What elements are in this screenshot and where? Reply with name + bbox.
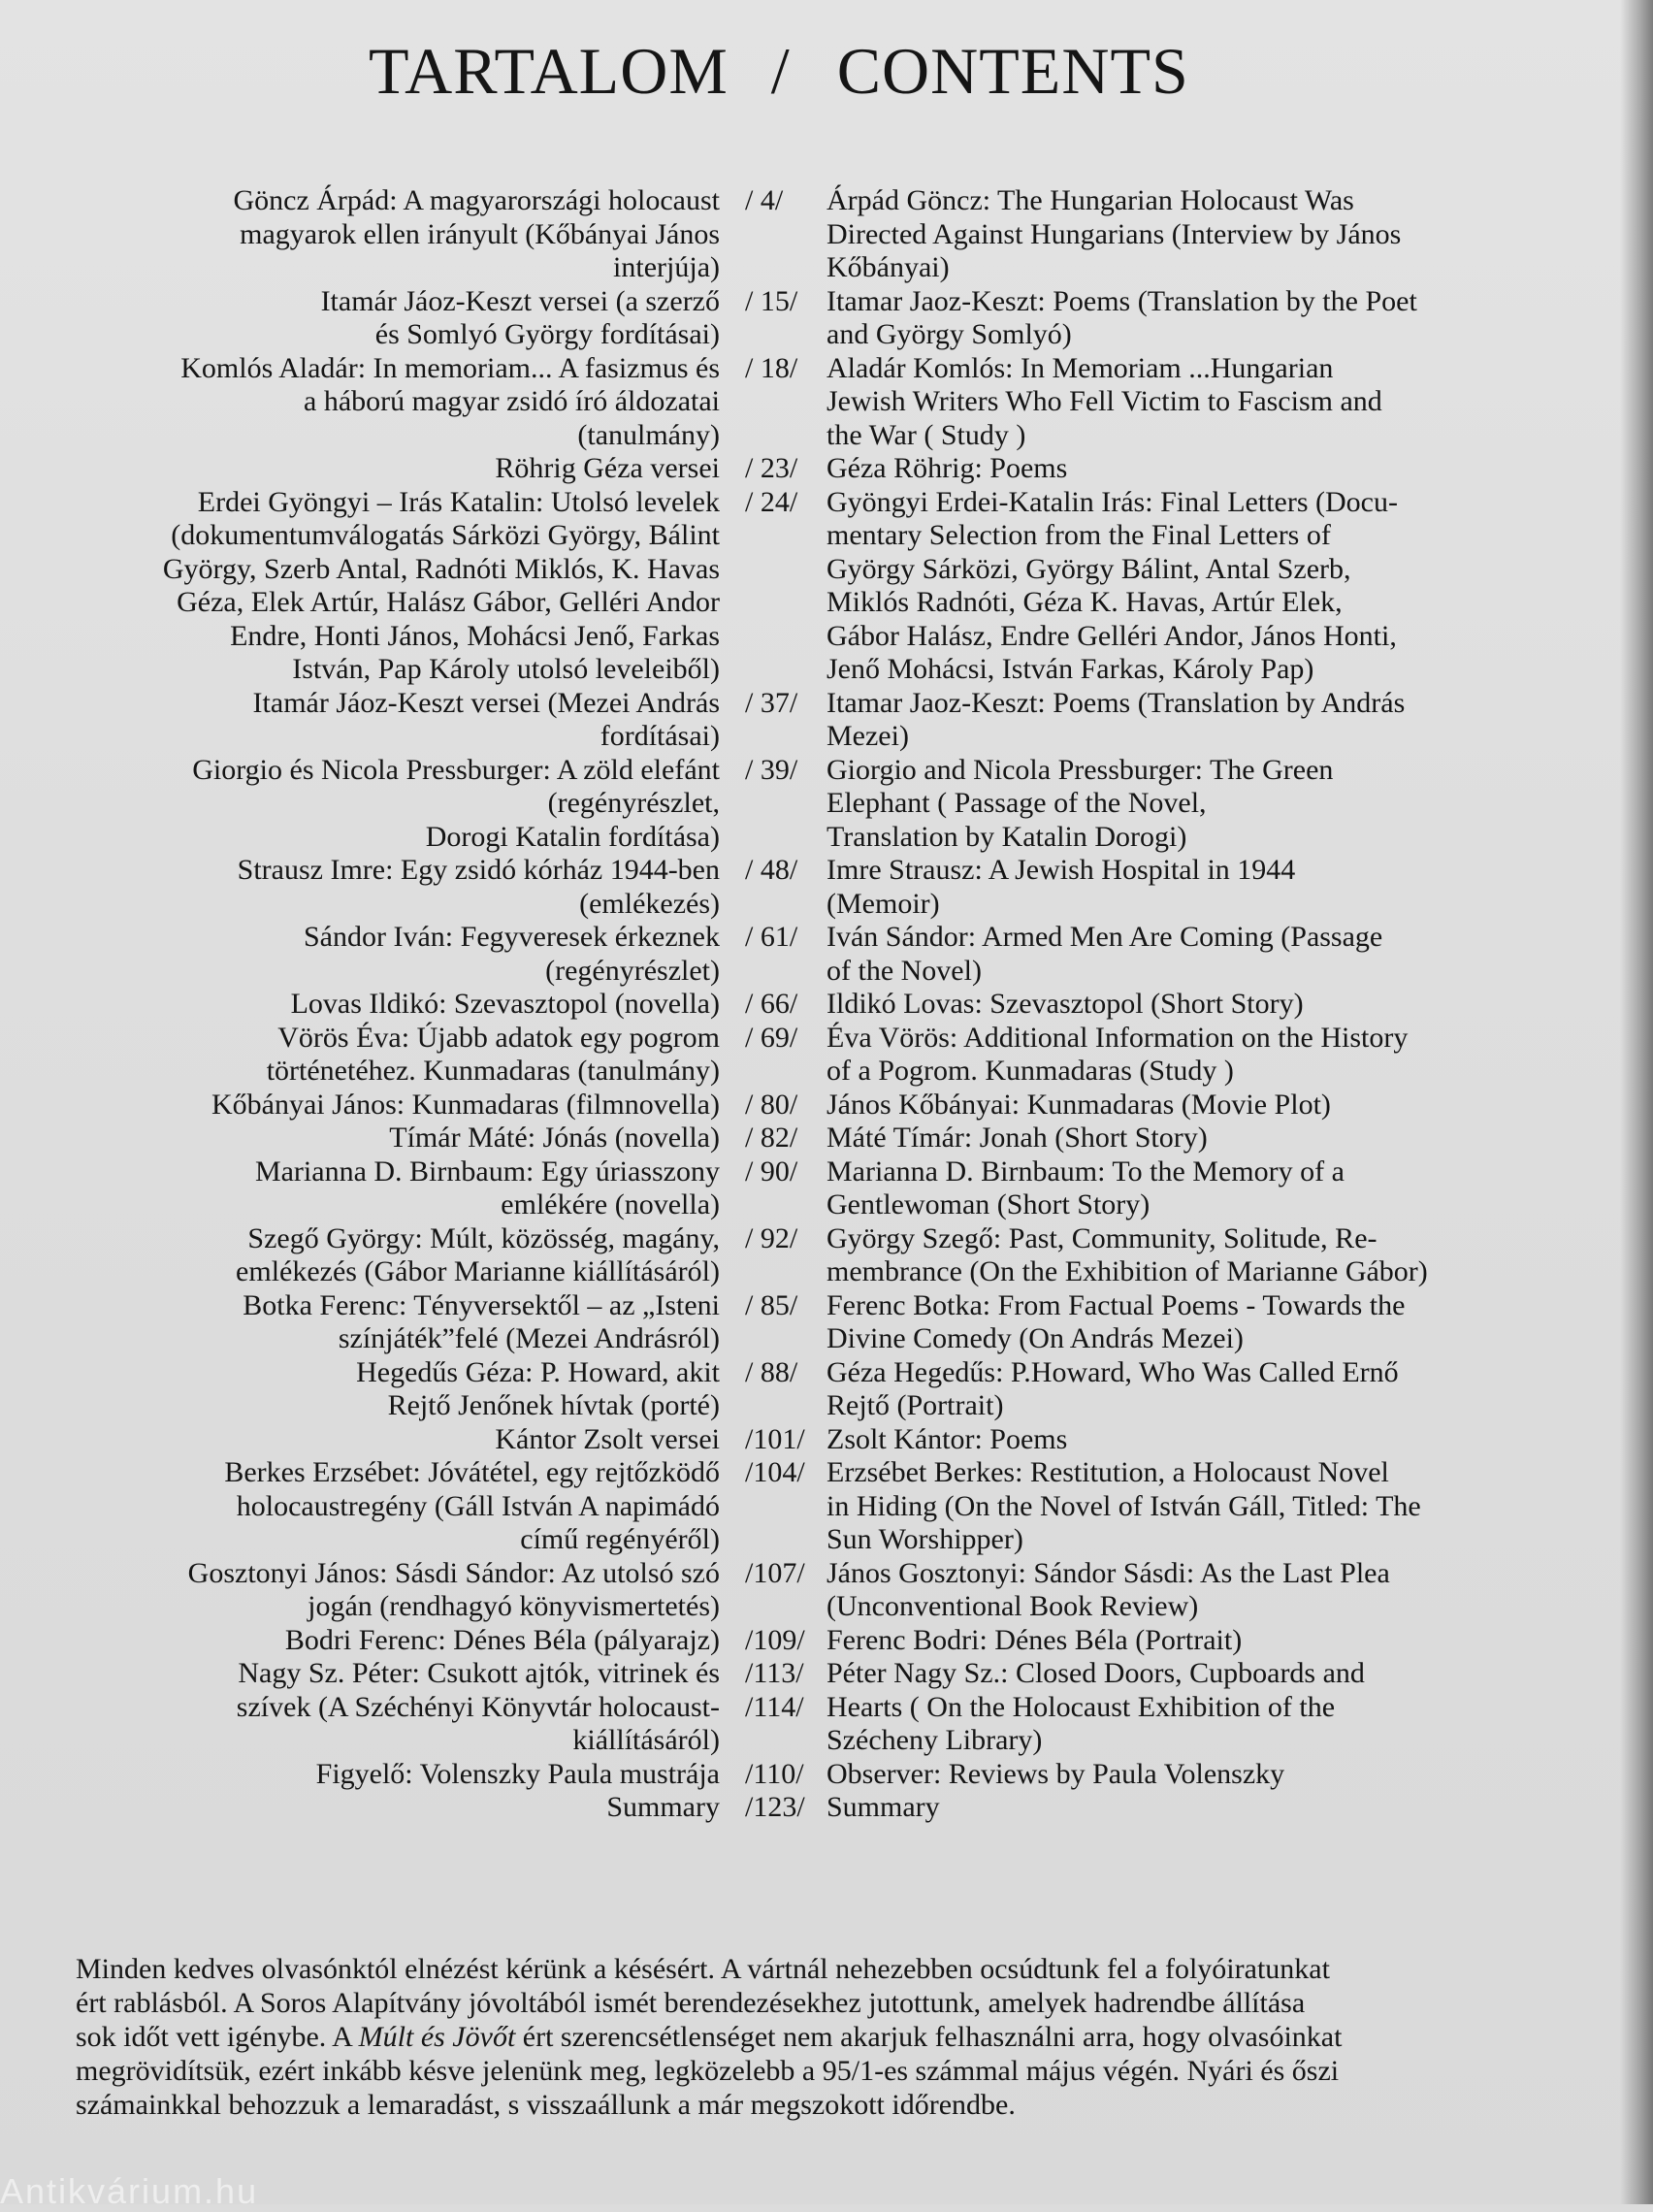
toc-entry: [68, 1022, 1533, 1089]
toc-entry-page-number: / 80/: [745, 1088, 798, 1121]
toc-entry-hungarian: Bodri Ferenc: Dénes Béla (pályarajz): [284, 1623, 720, 1656]
toc-entry-hungarian: Röhrig Géza versei: [495, 452, 720, 484]
toc-entry-page-number: / 24/: [745, 485, 798, 518]
toc-entry-hungarian: Kőbányai János: Kunmadaras (filmnovella): [211, 1088, 720, 1121]
note-text-end: ért szerencsétlenséget nem akarjuk felhasználni arra, hogy olvasóinkat megrövidítsük, ezért inkább késve jelenünk meg, legközelebb a 95/1-es számmal május végén. Nyári és őszi számainkkal behozzuk a lemaradást, s visszaállunk a már megszokott időrendbe.: [76, 2021, 1343, 2121]
toc-entry-hungarian: Komlós Aladár: In memoriam... A fasizmus és a háború magyar zsidó író áldozatai (tanulmány): [180, 351, 720, 451]
toc-entry: [68, 1624, 1533, 1658]
title-english: CONTENTS: [836, 34, 1189, 108]
toc-entry-page-number: /101/: [745, 1422, 805, 1455]
toc-entry-hungarian: Itamár Jáoz-Keszt versei (a szerző és Somlyó György fordításai): [320, 284, 720, 350]
toc-entry-english: Ildikó Lovas: Szevasztopol (Short Story): [826, 988, 1304, 1020]
toc-entry-english: Géza Röhrig: Poems: [826, 452, 1068, 484]
toc-entry-page-number: / 18/: [745, 351, 798, 384]
toc-entry: [68, 1423, 1533, 1457]
toc-entry-hungarian: Lovas Ildikó: Szevasztopol (novella): [290, 988, 720, 1020]
publisher-note: [76, 1952, 1523, 2122]
toc-entry: [68, 352, 1533, 453]
toc-entry-hungarian: Berkes Erzsébet: Jóvátétel, egy rejtőzködő holocaustregény (Gáll István A napimádó című regényéről): [224, 1456, 720, 1555]
toc-entry: [68, 1657, 1533, 1758]
toc-entry-english: Aladár Komlós: In Memoriam ...Hungarian Jewish Writers Who Fell Victim to Fascism and the War ( Study ): [826, 351, 1382, 451]
toc-entry-english: János Gosztonyi: Sándor Sásdi: As the Last Plea (Unconventional Book Review): [826, 1556, 1390, 1622]
toc-entry-english: Péter Nagy Sz.: Closed Doors, Cupboards and Hearts ( On the Holocaust Exhibition of the Szécheny Library): [826, 1657, 1365, 1756]
toc-entry-page-number: / 88/: [745, 1355, 798, 1388]
toc-entry-english: Árpád Göncz: The Hungarian Holocaust Was Directed Against Hungarians (Interview by János Kőbányai): [826, 184, 1402, 283]
toc-entry-hungarian: Tímár Máté: Jónás (novella): [389, 1122, 720, 1154]
title-hungarian: TARTALOM: [369, 34, 729, 108]
toc-entry-hungarian: Itamár Jáoz-Keszt versei (Mezei András fordításai): [252, 686, 720, 752]
toc-entry: [68, 452, 1533, 486]
toc-entry-page-number: /109/: [745, 1623, 805, 1656]
toc-entry-hungarian: Giorgio és Nicola Pressburger: A zöld elefánt (regényrészlet, Dorogi Katalin fordítása): [192, 753, 720, 853]
toc-entry: [68, 285, 1533, 352]
note-journal-title: Múlt és Jövőt: [358, 2021, 516, 2053]
toc-entry-english: Summary: [826, 1791, 940, 1823]
toc-entry-hungarian: Summary: [606, 1791, 720, 1823]
watermark: Antikvárium.hu: [0, 2171, 259, 2211]
toc-entry-hungarian: Hegedűs Géza: P. Howard, akit Rejtő Jenőnek hívtak (porté): [356, 1355, 720, 1421]
toc-entry-page-number: / 48/: [745, 854, 798, 886]
toc-entry: [68, 1155, 1533, 1222]
toc-entry-page-number: / 37/: [745, 686, 798, 719]
toc-entry: [68, 754, 1533, 855]
note-text-start: Minden kedves olvasónktól elnézést kérünk a késésért. A vártnál nehezebben ocsúdtunk fel a folyóiratunkat ért rablásból. A Soros Alapítvány jóvoltából ismét berendezésekhez jutottunk, amelyek hadrendbe állítása sok időt vett igénybe. A: [76, 1953, 1330, 2053]
toc-entry-page-number: / 85/: [745, 1288, 798, 1321]
toc-entry-hungarian: Szegő György: Múlt, közösség, magány, emlékezés (Gábor Marianne kiállításáról): [236, 1221, 720, 1287]
toc-entry-page-number: /107/: [745, 1556, 805, 1589]
toc-entry: [68, 1089, 1533, 1122]
page-title: [369, 33, 1242, 110]
toc-entry-page-number: / 4/: [745, 184, 784, 216]
toc-entry-english: Itamar Jaoz-Keszt: Poems (Translation by András Mezei): [826, 686, 1406, 752]
toc-entry: [68, 1122, 1533, 1155]
toc-entry-hungarian: Kántor Zsolt versei: [495, 1422, 720, 1455]
title-separator: /: [770, 34, 791, 108]
toc-entry-hungarian: Gosztonyi János: Sásdi Sándor: Az utolsó szó jogán (rendhagyó könyvismertetés): [187, 1556, 720, 1622]
toc-entry-english: János Kőbányai: Kunmadaras (Movie Plot): [826, 1088, 1331, 1121]
toc-entry-english: Iván Sándor: Armed Men Are Coming (Passage of the Novel): [826, 921, 1383, 987]
toc-entry-page-number: / 82/: [745, 1122, 798, 1154]
toc-entry-page-number: / 39/: [745, 753, 798, 786]
table-of-contents: [68, 184, 1533, 1825]
toc-entry: [68, 184, 1533, 285]
toc-entry-english: Ferenc Botka: From Factual Poems - Towards the Divine Comedy (On András Mezei): [826, 1288, 1406, 1354]
toc-entry-english: Erzsébet Berkes: Restitution, a Holocaust Novel in Hiding (On the Novel of István Gáll, Titled: The Sun Worshipper): [826, 1456, 1421, 1555]
toc-entry: [68, 921, 1533, 988]
toc-entry: [68, 1456, 1533, 1557]
toc-entry-english: Marianna D. Birnbaum: To the Memory of a Gentlewoman (Short Story): [826, 1155, 1345, 1220]
toc-entry-hungarian: Sándor Iván: Fegyveresek érkeznek (regényrészlet): [304, 921, 720, 987]
toc-entry-english: Gyöngyi Erdei-Katalin Irás: Final Letters (Docu- mentary Selection from the Final Letters of György Sárközi, György Bálint, Antal Szerb, Miklós Radnóti, Géza K. Havas, Artúr Elek, Gábor Halász, Endre Gelléri Andor, János Honti, Jenő Mohácsi, István Farkas, Károly Pap): [826, 485, 1398, 685]
toc-entry: [68, 1557, 1533, 1624]
toc-entry: [68, 1289, 1533, 1356]
toc-entry-page-number: /104/: [745, 1456, 805, 1488]
toc-entry: [68, 1758, 1533, 1792]
toc-entry-english: Imre Strausz: A Jewish Hospital in 1944 (Memoir): [826, 854, 1296, 920]
toc-entry-page-number: /123/: [745, 1791, 805, 1823]
toc-entry-page-number: /110/: [745, 1757, 804, 1790]
toc-entry-page-number: / 66/: [745, 988, 798, 1020]
toc-entry-english: Géza Hegedűs: P.Howard, Who Was Called Ernő Rejtő (Portrait): [826, 1355, 1399, 1421]
toc-entry-english: Giorgio and Nicola Pressburger: The Green Elephant ( Passage of the Novel, Translation by Katalin Dorogi): [826, 753, 1334, 853]
toc-entry: [68, 1356, 1533, 1423]
toc-entry-english: Observer: Reviews by Paula Volenszky: [826, 1757, 1285, 1790]
toc-entry-english: Itamar Jaoz-Keszt: Poems (Translation by the Poet and György Somlyó): [826, 284, 1417, 350]
toc-entry-page-number: / 15/: [745, 284, 798, 317]
toc-entry-page-number: / 69/: [745, 1021, 798, 1054]
toc-entry: [68, 687, 1533, 754]
toc-entry-page-number: / 61/: [745, 921, 798, 953]
toc-entry: [68, 854, 1533, 921]
toc-entry-english: Máté Tímár: Jonah (Short Story): [826, 1122, 1208, 1154]
toc-entry: [68, 486, 1533, 687]
toc-entry-page-number: / 92/: [745, 1221, 798, 1254]
toc-entry-page-number: / 90/: [745, 1155, 798, 1187]
page-edge-shadow: [1620, 0, 1653, 2204]
toc-entry-hungarian: Figyelő: Volenszky Paula mustrája: [315, 1757, 720, 1790]
toc-entry-hungarian: Vörös Éva: Újabb adatok egy pogrom történetéhez. Kunmadaras (tanulmány): [266, 1021, 720, 1087]
toc-entry: [68, 988, 1533, 1022]
toc-entry-page-number: / 23/: [745, 452, 798, 484]
toc-entry-hungarian: Marianna D. Birnbaum: Egy úriasszony emlékére (novella): [254, 1155, 720, 1220]
toc-entry-page-number: /113/ /114/: [745, 1657, 804, 1723]
toc-entry-english: György Szegő: Past, Community, Solitude, Re- membrance (On the Exhibition of Marianne Gábor): [826, 1221, 1428, 1287]
toc-entry: [68, 1791, 1533, 1825]
toc-entry-hungarian: Strausz Imre: Egy zsidó kórház 1944-ben (emlékezés): [237, 854, 720, 920]
toc-entry-english: Ferenc Bodri: Dénes Béla (Portrait): [826, 1623, 1243, 1656]
toc-entry: [68, 1222, 1533, 1289]
toc-entry-english: Éva Vörös: Additional Information on the History of a Pogrom. Kunmadaras (Study ): [826, 1021, 1409, 1087]
toc-entry-hungarian: Erdei Gyöngyi – Irás Katalin: Utolsó levelek (dokumentumválogatás Sárközi György, Bálint György, Szerb Antal, Radnóti Miklós, K. Havas Géza, Elek Artúr, Halász Gábor, Gelléri Andor Endre, Honti János, Mohácsi Jenő, Farkas István, Pap Károly utolsó leveleiből): [162, 485, 720, 685]
toc-entry-hungarian: Nagy Sz. Péter: Csukott ajtók, vitrinek és szívek (A Széchényi Könyvtár holocaust- kiállításáról): [236, 1657, 720, 1756]
toc-entry-english: Zsolt Kántor: Poems: [826, 1422, 1068, 1455]
toc-entry-hungarian: Göncz Árpád: A magyarországi holocaust magyarok ellen irányult (Kőbányai János interjúja): [233, 184, 720, 283]
toc-entry-hungarian: Botka Ferenc: Tényversektől – az „Isteni színjáték”felé (Mezei Andrásról): [243, 1288, 720, 1354]
